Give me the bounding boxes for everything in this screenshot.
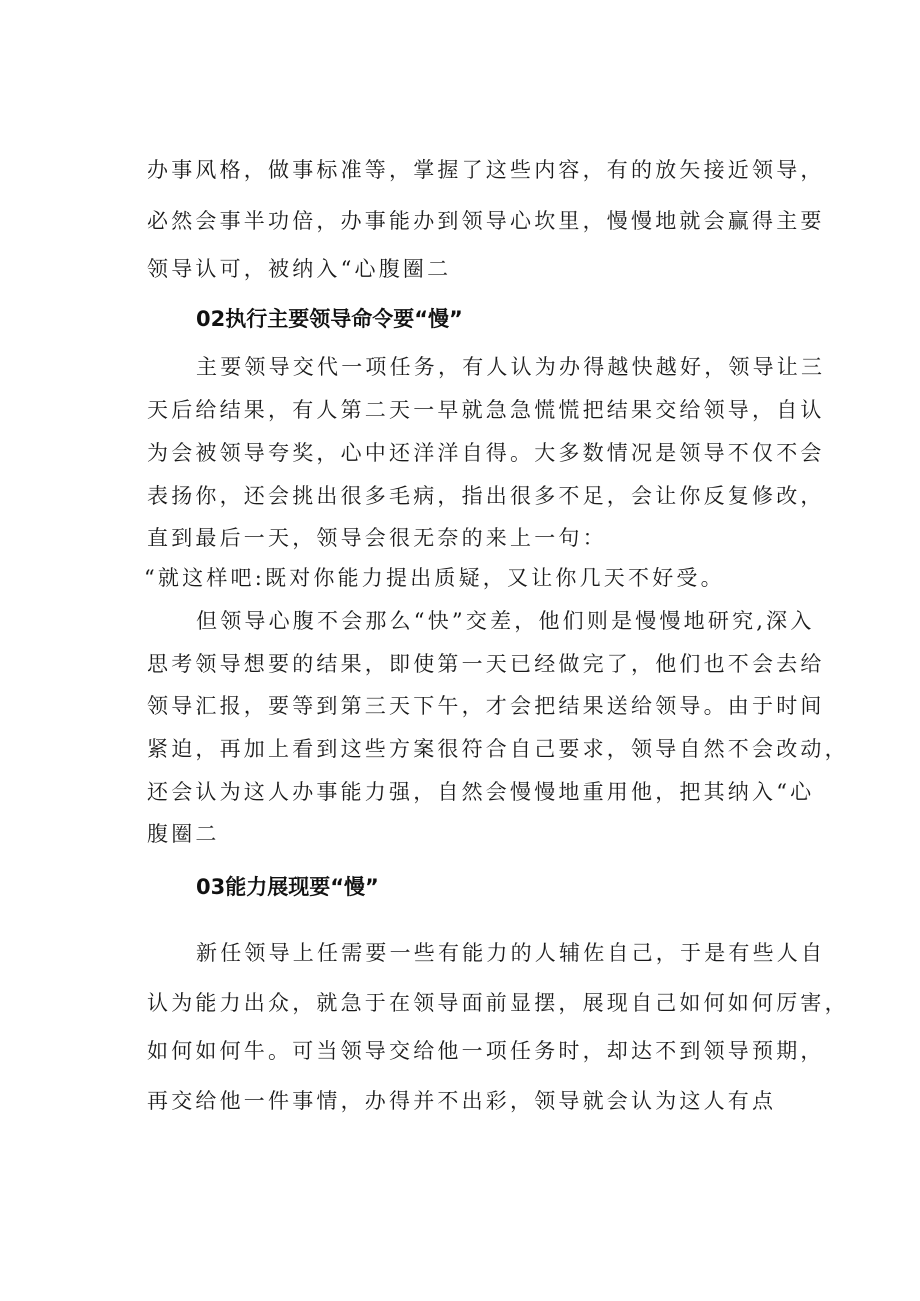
paragraph-line: 再交给他一件事情，办得并不出彩，领导就会认为这人有点 <box>147 1089 777 1113</box>
paragraph-line: 必然会事半功倍，办事能办到领导心坎里，慢慢地就会赢得主要 <box>147 209 825 233</box>
paragraph-line: 还会认为这人办事能力强，自然会慢慢地重用他，把其纳入“心 <box>147 780 815 804</box>
paragraph-line: 直到最后一天，领导会很无奈的来上一句： <box>147 526 607 550</box>
paragraph-line: 思考领导想要的结果，即使第一天已经做完了，他们也不会去给 <box>147 652 825 676</box>
section-heading-02: 02执行主要领导命令要“慢” <box>196 307 463 331</box>
paragraph-line: 腹圈二 <box>147 822 220 846</box>
paragraph-line: 认为能力出众，就急于在领导面前显摆，展现自己如何如何厉害， <box>147 991 849 1015</box>
paragraph-line: 领导汇报，要等到第三天下午，才会把结果送给领导。由于时间 <box>147 694 825 718</box>
paragraph-line: 表扬你，还会挑出很多毛病，指出很多不足，会让你反复修改， <box>147 484 825 508</box>
paragraph-line: “就这样吧:既对你能力提出质疑，又让你几天不好受。 <box>144 566 725 590</box>
paragraph-line: 天后给结果，有人第二天一早就急急慌慌把结果交给领导，自认 <box>147 398 825 422</box>
paragraph-line: 为会被领导夸奖，心中还洋洋自得。大多数情况是领导不仅不会 <box>147 441 825 465</box>
section-heading-03: 03能力展现要“慢” <box>196 875 379 899</box>
paragraph-line: 但领导心腹不会那么“快”交差，他们则是慢慢地研究,深入 <box>196 609 815 633</box>
paragraph-line: 如何如何牛。可当领导交给他一项任务时，却达不到领导预期， <box>147 1039 825 1063</box>
paragraph-line: 新任领导上任需要一些有能力的人辅佐自己，于是有些人自 <box>196 941 826 965</box>
paragraph-line: 办事风格，做事标准等，掌握了这些内容，有的放矢接近领导， <box>147 158 825 182</box>
paragraph-line: 紧迫，再加上看到这些方案很符合自己要求，领导自然不会改动， <box>147 737 849 761</box>
paragraph-line: 主要领导交代一项任务，有人认为办得越快越好，领导让三 <box>196 355 826 379</box>
paragraph-line: 领导认可，被纳入“心腹圈二 <box>147 257 452 281</box>
